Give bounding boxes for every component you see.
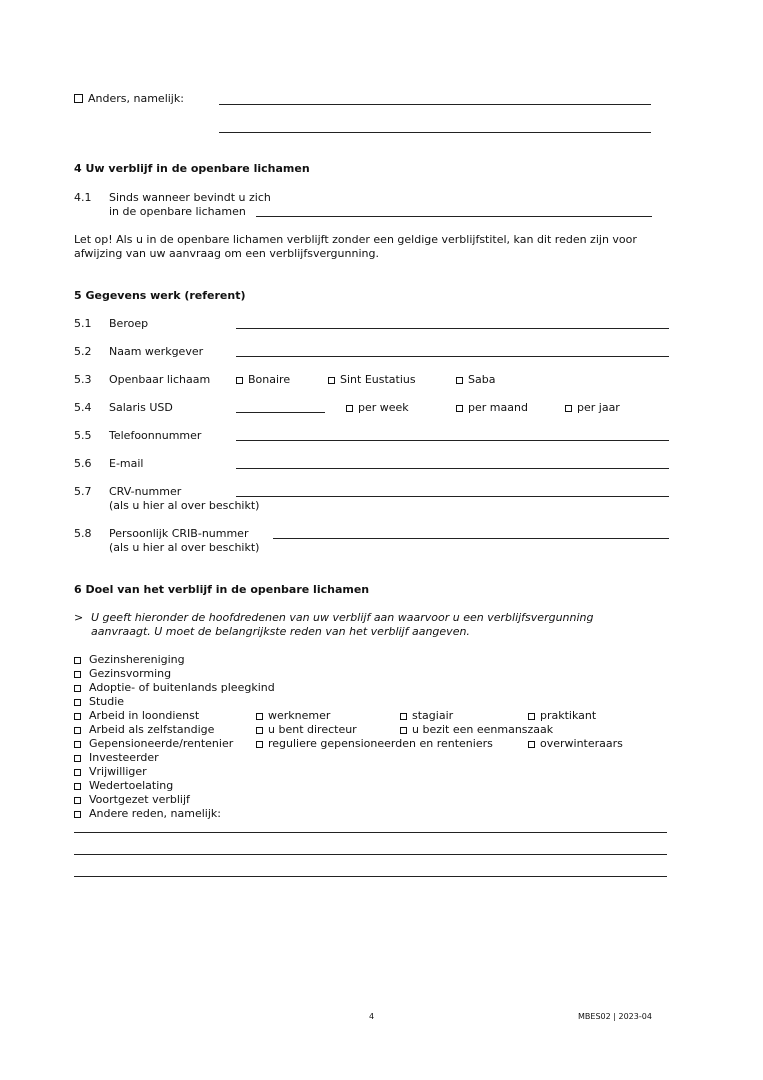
instruction-marker: > <box>74 611 84 624</box>
q56-number: 5.6 <box>74 457 92 470</box>
q55-input-line[interactable] <box>236 440 669 441</box>
q54-number: 5.4 <box>74 401 92 414</box>
q57-sublabel: (als u hier al over beschikt) <box>109 499 260 512</box>
reason-item[interactable]: Arbeid als zelfstandige <box>74 723 275 737</box>
reason-item[interactable]: Gezinshereniging <box>74 653 275 667</box>
checkbox-icon[interactable] <box>74 797 81 804</box>
q51-number: 5.1 <box>74 317 92 330</box>
checkbox-icon[interactable] <box>328 377 335 384</box>
reason-item[interactable]: Investeerder <box>74 751 275 765</box>
checkbox-icon[interactable] <box>456 405 463 412</box>
reason-item[interactable]: Arbeid in loondienst <box>74 709 275 723</box>
option-praktikant[interactable]: praktikant <box>528 709 596 722</box>
section-6-title: 6 Doel van het verblijf in de openbare lichamen <box>74 583 370 596</box>
reason-item[interactable]: Voortgezet verblijf <box>74 793 275 807</box>
q52-input-line[interactable] <box>236 356 669 357</box>
checkbox-icon[interactable] <box>74 727 81 734</box>
option-per-jaar[interactable]: per jaar <box>565 401 620 414</box>
option-overwinteraars[interactable]: overwinteraars <box>528 737 623 750</box>
q58-input-line[interactable] <box>273 538 669 539</box>
q58-sublabel: (als u hier al over beschikt) <box>109 541 260 554</box>
q54-input-line[interactable] <box>236 412 325 413</box>
checkbox-icon[interactable] <box>565 405 572 412</box>
option-stagiair[interactable]: stagiair <box>400 709 453 722</box>
document-code: MBES02 | 2023-04 <box>578 1012 652 1021</box>
page-number: 4 <box>369 1012 375 1021</box>
q51-label: Beroep <box>109 317 149 330</box>
checkbox-icon[interactable] <box>236 377 243 384</box>
other-input-line-2[interactable] <box>219 132 651 133</box>
checkbox-icon[interactable] <box>74 94 83 103</box>
other-label: Anders, namelijk: <box>88 92 184 105</box>
checkbox-icon[interactable] <box>74 713 81 720</box>
reason-item[interactable]: Studie <box>74 695 275 709</box>
other-reason-line-1[interactable] <box>74 832 667 833</box>
checkbox-icon[interactable] <box>256 713 263 720</box>
checkbox-icon[interactable] <box>256 741 263 748</box>
q56-label: E-mail <box>109 457 144 470</box>
reason-item[interactable]: Wedertoelating <box>74 779 275 793</box>
q41-label-line2: in de openbare lichamen <box>109 205 246 218</box>
checkbox-icon[interactable] <box>400 713 407 720</box>
other-reason-line-2[interactable] <box>74 854 667 855</box>
q53-label: Openbaar lichaam <box>109 373 211 386</box>
q51-input-line[interactable] <box>236 328 669 329</box>
q41-input-line[interactable] <box>256 216 652 217</box>
section-6-instruction: U geeft hieronder de hoofdredenen van uw verblijf aan waarvoor u een verblijfsvergunning aanvraagt. U moet de belangrijkste reden van het verblijf aangeven. <box>91 611 594 638</box>
q57-label: CRV-nummer <box>109 485 182 498</box>
q55-label: Telefoonnummer <box>109 429 202 442</box>
reason-item[interactable]: Vrijwilliger <box>74 765 275 779</box>
checkbox-icon[interactable] <box>256 727 263 734</box>
other-reason-line-3[interactable] <box>74 876 667 877</box>
checkbox-icon[interactable] <box>74 769 81 776</box>
option-per-maand[interactable]: per maand <box>456 401 528 414</box>
section-4-notice: Let op! Als u in de openbare lichamen verblijft zonder een geldige verblijfstitel, kan dit reden zijn voor afwijzing van uw aanvraag om een verblijfsvergunning. <box>74 233 637 260</box>
checkbox-icon[interactable] <box>528 713 535 720</box>
section-4-title: 4 Uw verblijf in de openbare lichamen <box>74 162 310 175</box>
q53-number: 5.3 <box>74 373 92 386</box>
checkbox-icon[interactable] <box>74 811 81 818</box>
other-option[interactable] <box>74 92 184 105</box>
reason-item[interactable]: Gezinsvorming <box>74 667 275 681</box>
q52-label: Naam werkgever <box>109 345 204 358</box>
reason-item[interactable]: Gepensioneerde/rentenier <box>74 737 275 751</box>
reason-list <box>74 653 275 821</box>
checkbox-icon[interactable] <box>74 741 81 748</box>
option-bonaire[interactable]: Bonaire <box>236 373 290 386</box>
q58-label: Persoonlijk CRIB-nummer <box>109 527 249 540</box>
q41-label-line1: Sinds wanneer bevindt u zich <box>109 191 271 204</box>
q41-number: 4.1 <box>74 191 92 204</box>
checkbox-icon[interactable] <box>74 783 81 790</box>
q52-number: 5.2 <box>74 345 92 358</box>
q55-number: 5.5 <box>74 429 92 442</box>
q58-number: 5.8 <box>74 527 92 540</box>
checkbox-icon[interactable] <box>400 727 407 734</box>
option-sint-eustatius[interactable]: Sint Eustatius <box>328 373 416 386</box>
q56-input-line[interactable] <box>236 468 669 469</box>
option-per-week[interactable]: per week <box>346 401 409 414</box>
q54-label: Salaris USD <box>109 401 173 414</box>
option-eenmanszaak[interactable]: u bezit een eenmanszaak <box>400 723 553 736</box>
other-input-line-1[interactable] <box>219 104 651 105</box>
checkbox-icon[interactable] <box>74 755 81 762</box>
checkbox-icon[interactable] <box>74 671 81 678</box>
reason-item[interactable]: Andere reden, namelijk: <box>74 807 275 821</box>
checkbox-icon[interactable] <box>74 657 81 664</box>
checkbox-icon[interactable] <box>528 741 535 748</box>
checkbox-icon[interactable] <box>74 685 81 692</box>
section-5-title: 5 Gegevens werk (referent) <box>74 289 246 302</box>
option-directeur[interactable]: u bent directeur <box>256 723 357 736</box>
checkbox-icon[interactable] <box>346 405 353 412</box>
checkbox-icon[interactable] <box>74 699 81 706</box>
option-werknemer[interactable]: werknemer <box>256 709 330 722</box>
reason-item[interactable]: Adoptie- of buitenlands pleegkind <box>74 681 275 695</box>
checkbox-icon[interactable] <box>456 377 463 384</box>
option-saba[interactable]: Saba <box>456 373 495 386</box>
q57-number: 5.7 <box>74 485 92 498</box>
q57-input-line[interactable] <box>236 496 669 497</box>
option-reguliere-gepensioneerden[interactable]: reguliere gepensioneerden en renteniers <box>256 737 493 750</box>
